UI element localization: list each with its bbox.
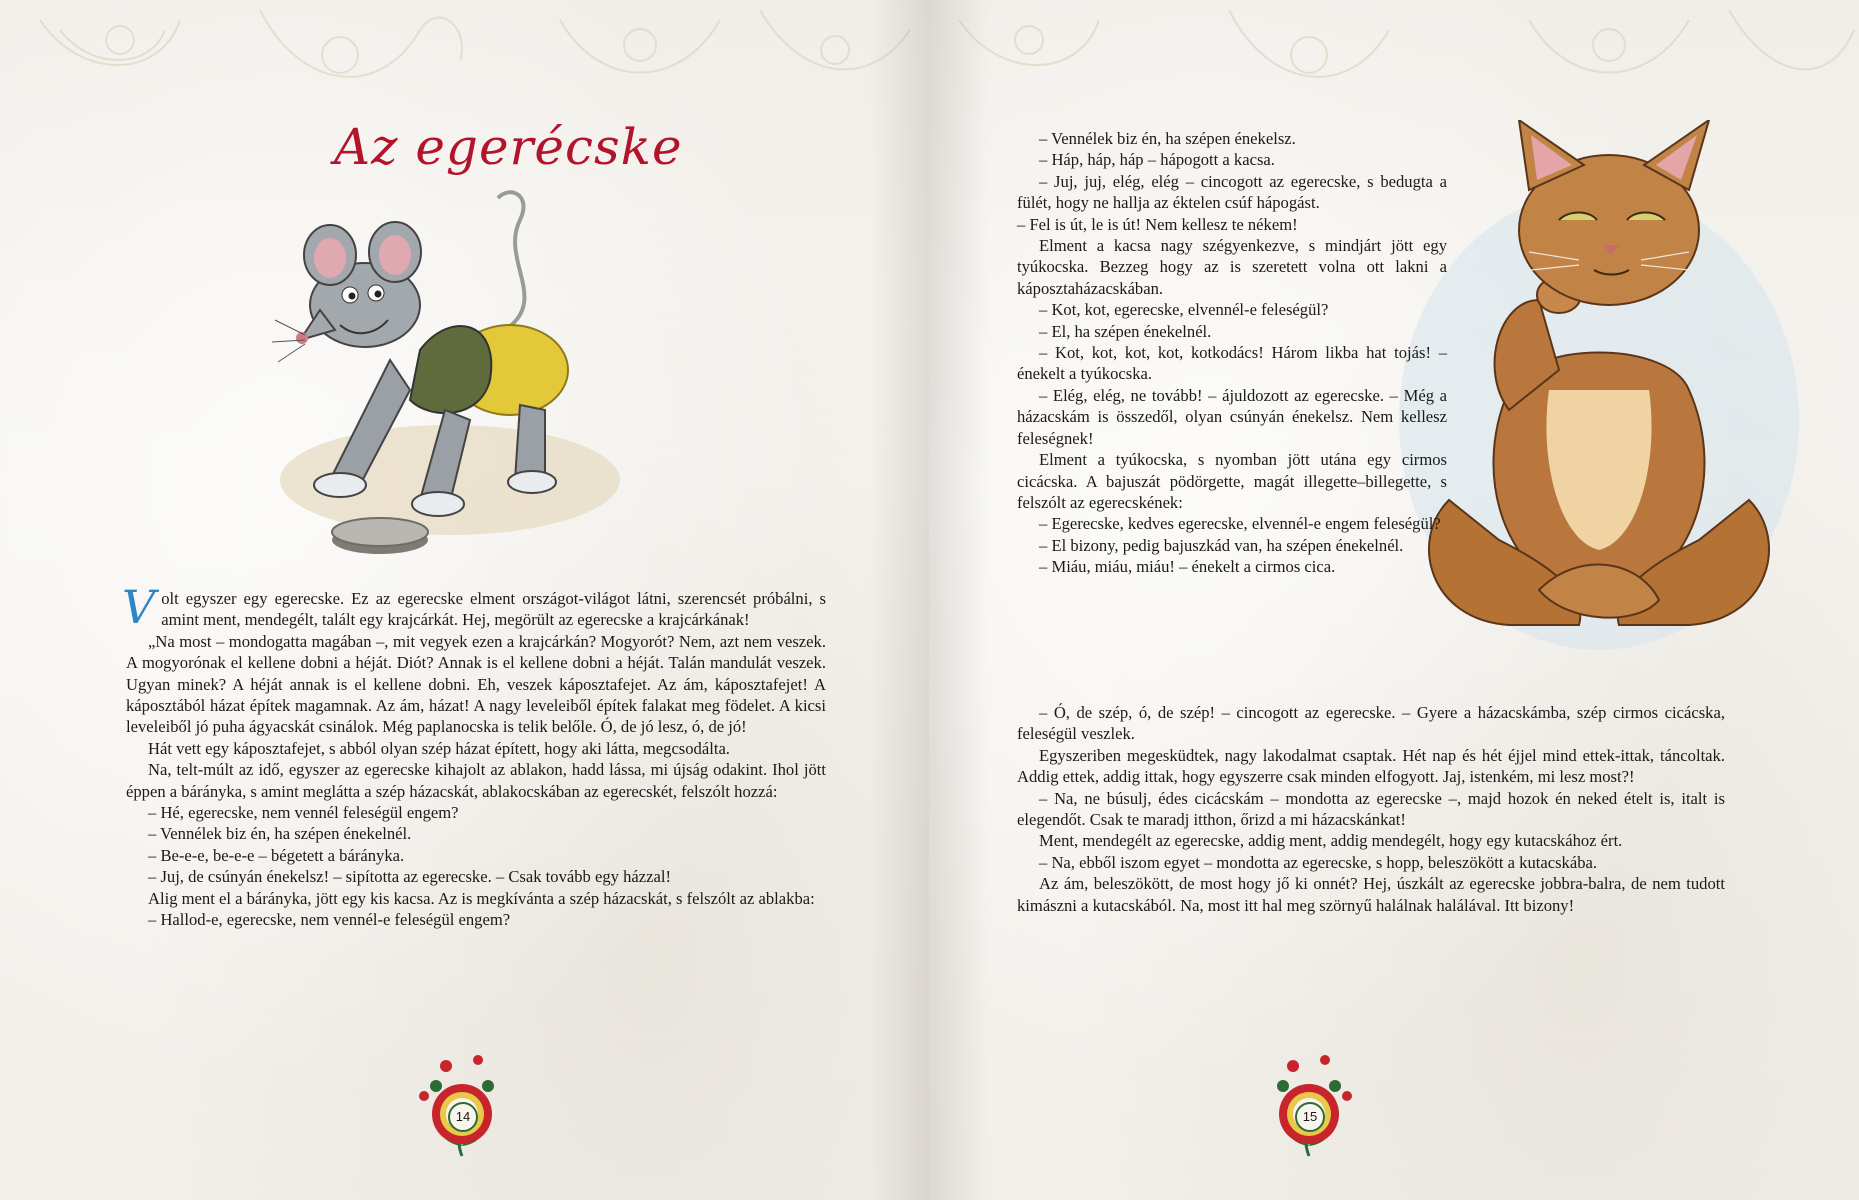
paragraph: – Vennélek biz én, ha szépen énekelnél. xyxy=(148,824,412,844)
cat-illustration xyxy=(1389,120,1809,650)
paragraph: – El, ha szépen énekelnél. xyxy=(1039,321,1212,341)
paragraph: Na, telt-múlt az idő, egyszer az egerecske kihajolt az ablakon, hadd lássa, mi újság odakint. Ihol jött éppen a báránykа, s amint meglátta a szép házacskát, ablakocskában az egerecskét, felszólt hozzá: xyxy=(126,760,826,801)
paragraph: – Kot, kot, egerecske, elvennél-e feleségül? xyxy=(1039,300,1329,320)
paragraph: – Juj, de csúnyán énekelsz! – sipította az egerecske. – Csak tovább egy házzal! xyxy=(148,867,671,887)
paragraph: – Miáu, miáu, miáu! – énekelt a cirmos cica. xyxy=(1039,557,1336,577)
paragraph: Ment, mendegélt az egerecske, addig ment, addig mendegélt, hogy egy kutacskához ért. xyxy=(1039,831,1623,851)
paragraph: Alig ment el a bárányka, jött egy kis kacsa. Az is megkívánta a szép házacskát, s felszólt az ablakba: xyxy=(148,888,815,908)
paragraph: – Egerecske, kedves egerecske, elvennél-e engem feleségül? xyxy=(1039,514,1441,534)
paragraph: Elment a tyúkocska, s nyomban jött utána egy cirmos cicácska. A bajuszát pödörgette, magát illegette–billegette, s felszólt az egerecskének: xyxy=(1017,450,1447,512)
right-page-text-bottom xyxy=(1017,702,1725,916)
paragraph: – Elég, elég, ne tovább! – ájuldozott az egerecske. – Még a házacskám is összedől, olyan csúnyán énekelsz. Nem kellesz feleségnek! xyxy=(1017,385,1447,448)
paragraph: – Be-e-e, be-e-e – bégetett a bárányka. xyxy=(148,845,405,865)
left-page xyxy=(0,0,929,1200)
paragraph: Hát vett egy káposztafejet, s abból olyan szép házat épített, hogy aki látta, megcsodálta. xyxy=(148,738,730,758)
mouse-illustration xyxy=(270,180,630,565)
paragraph: olt egyszer egy egerecske. Ez az egerecske elment országot-világot látni, szerencsét próbálni, s amint ment, mendegélt, talált egy krajcárkát. Hej, megörült az egerecske a krajcárkának! xyxy=(161,589,826,630)
paragraph: „Na most – mondogatta magában –, mit vegyek ezen a krajcárkán? Mogyorót? Nem, azt nem veszek. A mogyorónak el kellene dobni a héját. Diót? Annak is el kellene dobni a héját. Talán mandulát veszek. Ugyan minek? A héját annak is el kellene dobni. Eh, veszek káposztafejet. Az ám, káposztafejet! A káposztából házat építek magamnak. Az ám, házat! A nagy leveleiből építek falakat meg födelet. A kicsi leveleiből jó puha ágyacskát csinálok. Még paplanocska is telik belőle. Ó, de jó lesz, ó, de jó! xyxy=(126,631,826,737)
paragraph: Egyszeriben megesküdtek, nagy lakodalmat csaptak. Hét nap és hét éjjel mind ettek-ittak, táncoltak. Addig ettek, addig ittak, hogy egyszerre csak minden elfogyott. Jaj, istenkém, mi lesz most?! xyxy=(1017,745,1725,787)
paragraph: – El bizony, pedig bajuszkád van, ha szépen énekelnél. xyxy=(1039,535,1404,555)
paragraph: – Hallod-e, egerecske, nem vennél-e feleségül engem? xyxy=(148,910,511,930)
right-page xyxy=(929,0,1859,1200)
paragraph: – Háp, háp, háp – hápogott a kacsa. xyxy=(1039,150,1275,170)
paragraph: – Na, ne búsulj, édes cicácskám – mondotta az egerecske –, majd hozok én neked ételt is, italt is elegendőt. Csak te maradj itthon, őrizd a mi házacskánkat! xyxy=(1017,788,1725,830)
paragraph: – Juj, juj, elég, elég – cincogott az egerecske, s bedugta a fülét, hogy ne hallja az éktelen csúf hápogást. xyxy=(1017,171,1447,213)
paragraph: – Na, ebből iszom egyet – mondotta az egerecske, s hopp, beleszökött a kutacskába. xyxy=(1039,852,1598,872)
gutter-shadow xyxy=(929,0,989,1200)
drop-cap: V xyxy=(122,580,156,634)
paragraph: – Ó, de szép, ó, de szép! – cincogott az egerecske. – Gyere a házacskámba, szép cirmos cicácska, feleségül veszlek. xyxy=(1017,703,1725,744)
right-page-text-top xyxy=(1017,128,1447,578)
page-number: 14 xyxy=(448,1102,478,1132)
page-number-ornament xyxy=(1263,1046,1355,1162)
paragraph: Elment a kacsa nagy szégyenkezve, s mindjárt jött egy tyúkocska. Bezzeg hogy az is szeretett volna ott lakni a káposztaházacskában. xyxy=(1017,236,1447,298)
page-number: 15 xyxy=(1295,1102,1325,1132)
gutter-shadow xyxy=(869,0,929,1200)
paragraph: – Vennélek biz én, ha szépen énekelsz. xyxy=(1039,129,1296,148)
left-page-text xyxy=(122,580,826,931)
paragraph: – Kot, kot, kot, kot, kotkodács! Három likba hat tojás! – énekelt a tyúkocska. xyxy=(1017,343,1447,384)
paragraph: Az ám, beleszökött, de most hogy jő ki onnét? Hej, úszkált az egerecske jobbra-balra, de nem tudott kimászni a kutacskából. Na, most itt hal meg szörnyű halálnak halálával. Itt bizony! xyxy=(1017,874,1725,915)
page-title: Az egerécske xyxy=(334,118,683,176)
page-number-ornament xyxy=(416,1046,508,1162)
paragraph: – Hé, egerecske, nem vennél feleségül engem? xyxy=(148,803,459,823)
paragraph: – Fel is út, le is út! Nem kellesz te nékem! xyxy=(1017,214,1298,234)
